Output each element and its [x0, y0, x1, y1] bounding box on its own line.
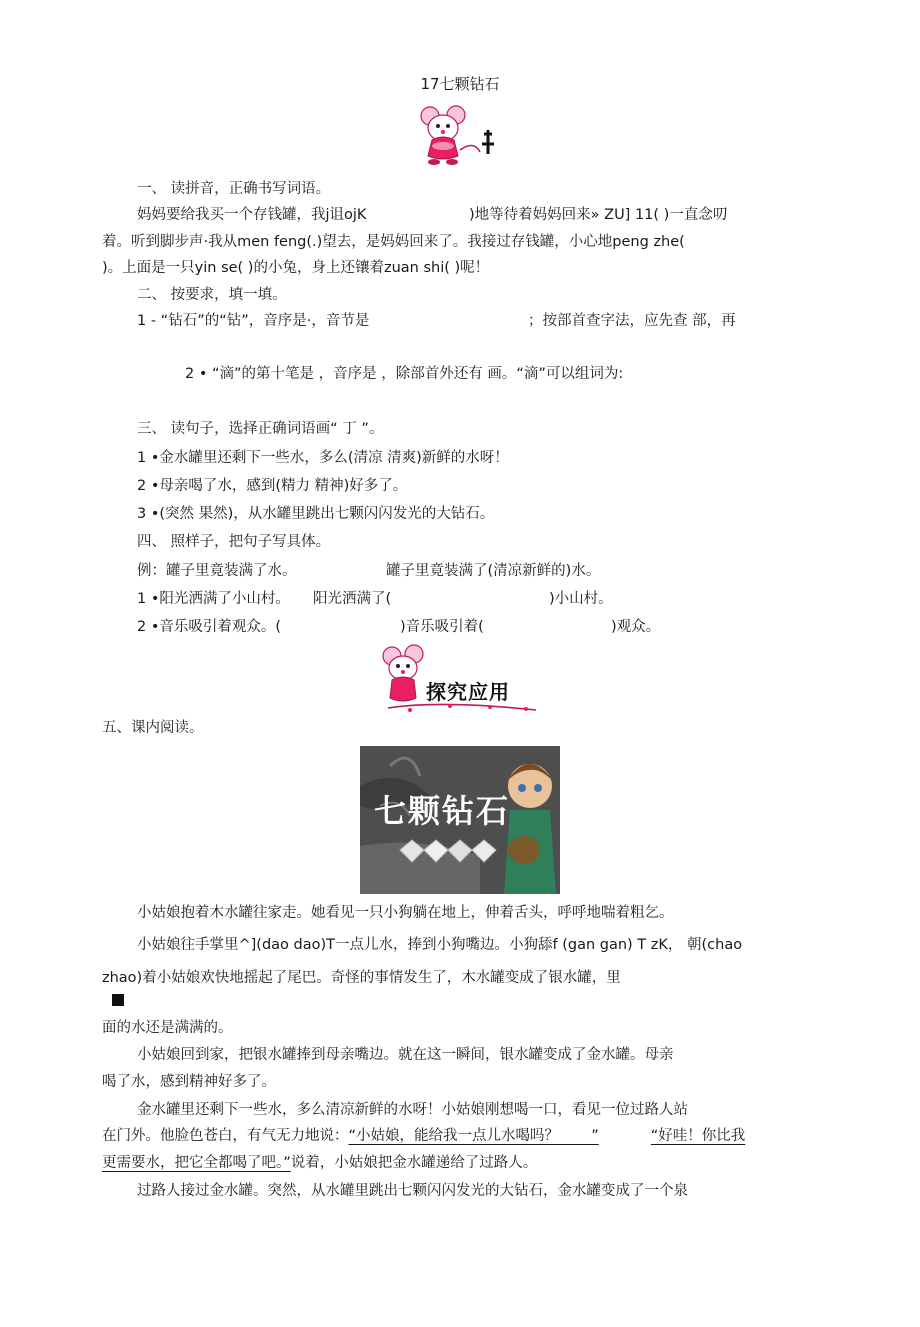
reading-paragraph: 小姑娘回到家，把银水罐捧到母亲嘴边。就在这一瞬间，银水罐变成了金水罐。母亲 [137, 1047, 674, 1063]
story-illustration [360, 746, 560, 894]
section-1-line: )。上面是一只yin se( )的小兔，身上还镶着zuan shi( )呢！ [102, 260, 490, 276]
section-5-heading: 五、课内阅读。 [102, 720, 204, 736]
story-image-caption: 七颗钻石 [374, 792, 511, 830]
section-4-example: 罐子里竟装满了(清凉新鲜的)水。 [386, 563, 601, 579]
section-3-heading: 三、 读句子，选择正确词语画“ 丁 ”。 [137, 421, 384, 437]
reading-paragraph: 小姑娘抱着木水罐往家走。她看见一只小狗躺在地上，伸着舌头，呼呼地喘着粗乞。 [137, 905, 674, 921]
section-2-question-2: 2 • “滴”的第十笔是 ，音序是 ，除部首外还有 画。“滴”可以组词为: [185, 366, 624, 382]
section-banner [380, 644, 540, 718]
section-2-heading: 二、 按要求，填一填。 [137, 287, 287, 303]
section-3-sentence: 3 •(突然 果然)，从水罐里跳出七颗闪闪发光的大钻石。 [137, 506, 495, 522]
black-square-mark [112, 994, 124, 1006]
section-4-question-1: 阳光洒满了( [313, 591, 392, 607]
reading-paragraph: 金水罐里还剩下一些水，多么清凉新鲜的水呀！小姑娘刚想喝一口，看见一位过路人站 [137, 1102, 688, 1118]
section-4-heading: 四、 照样子，把句子写具体。 [137, 534, 331, 550]
reading-paragraph: 面的水还是满满的。 [102, 1020, 233, 1036]
section-1-line: 妈妈要给我买一个存钱罐，我j诅ojK [137, 207, 367, 223]
reading-paragraph: 小姑娘往手掌里^](dao dao)T一点儿水，捧到小狗嘴边。小狗舔f (gan gan) T zK， 朝(chao [137, 937, 743, 953]
underlined-quote: “小姑娘，能给我一点儿水喝吗？ ” [348, 1128, 599, 1144]
section-2-question-1: ；按部首查字法，应先查 部，再 [528, 313, 736, 329]
section-1-line: )地等待着妈妈回来» ZU] 11( )一直念叨 [469, 207, 728, 223]
section-1-line: 着。听到脚步声·我从men feng(.)望去，是妈妈回来了。我接过存钱罐，小心地peng zhe( [102, 234, 685, 250]
banner-title: 探究应用 [426, 680, 510, 704]
page-title: 17七颗钻石 [420, 75, 500, 93]
section-4-question-1: 1 •阳光洒满了小山村。 [137, 591, 290, 607]
reading-paragraph [102, 1153, 537, 1173]
section-1-heading: 一、 读拼音，正确书写词语。 [137, 181, 331, 197]
underlined-quote: 更需要水，把它全都喝了吧。” [102, 1155, 291, 1171]
reading-paragraph: zhao)着小姑娘欢快地摇起了尾巴。奇怪的事情发生了，木水罐变成了银水罐，里 [102, 970, 621, 986]
reading-paragraph: 喝了水，感到精神好多了。 [102, 1074, 276, 1090]
reading-text: 说着，小姑娘把金水罐递给了过路人。 [290, 1155, 538, 1171]
section-4-question-2: )音乐吸引着( [400, 619, 484, 635]
section-2-question-1: 1 - “钻石”的“钻”，音序是·，音节是 [137, 313, 370, 329]
section-3-sentence: 2 •母亲喝了水，感到(精力 精神)好多了。 [137, 478, 408, 494]
section-3-sentence: 1 •金水罐里还剩下一些水，多么(清凉 清爽)新鲜的水呀！ [137, 450, 509, 466]
section-4-question-2: 2 •音乐吸引着观众。( [137, 619, 282, 635]
section-4-example: 例：罐子里竟装满了水。 [137, 563, 297, 579]
reading-paragraph [102, 1126, 745, 1146]
section-4-question-2: )观众。 [611, 619, 661, 635]
mouse-mascot-icon [416, 104, 498, 168]
section-4-question-1: )小山村。 [549, 591, 613, 607]
underlined-quote: “好哇！你比我 [650, 1128, 746, 1144]
reading-paragraph: 过路人接过金水罐。突然，从水罐里跳出七颗闪闪发光的大钻石，金水罐变成了一个泉 [137, 1183, 688, 1199]
reading-text: 在门外。他脸色苍白，有气无力地说： [102, 1128, 349, 1144]
